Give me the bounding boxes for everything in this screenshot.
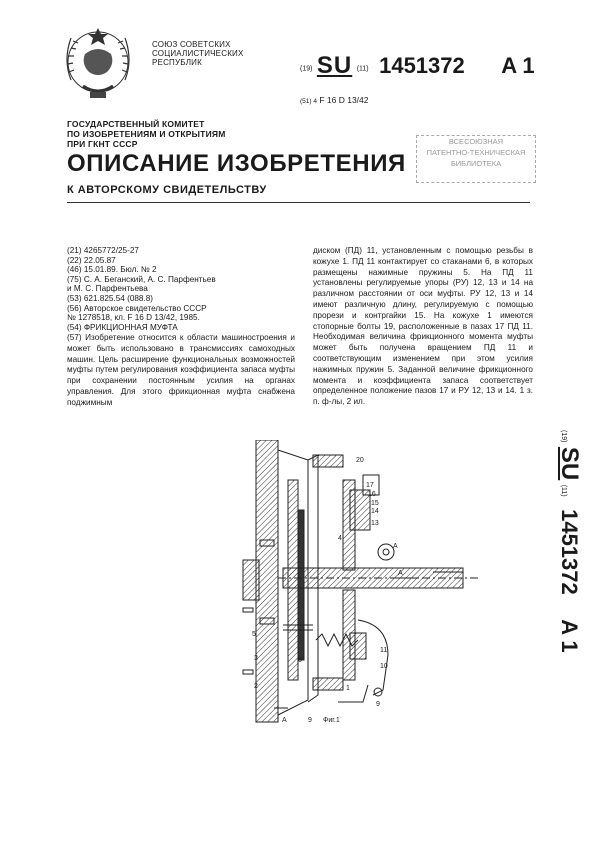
- figure-label: 20: [356, 457, 364, 464]
- inid-code-19: (19): [300, 65, 313, 73]
- figure-label: A: [398, 570, 403, 577]
- biblio-line: (56) Авторское свидетельство СССР: [67, 303, 207, 313]
- union-line: РЕСПУБЛИК: [152, 58, 202, 67]
- document-number: [300, 52, 535, 80]
- biblio-line: и М. С. Парфентьева: [67, 284, 148, 294]
- ussr-coat-of-arms-emblem: [57, 20, 139, 106]
- union-line: СОЦИАЛИСТИЧЕСКИХ: [152, 49, 244, 58]
- biblio-line: № 1278518, кл. F 16 D 13/42, 1985.: [67, 313, 200, 323]
- union-name: [152, 40, 244, 67]
- figure-label: A: [282, 717, 287, 724]
- bibliographic-data: [67, 246, 295, 332]
- clutch-technical-drawing: [238, 440, 538, 730]
- committee-line: ПО ИЗОБРЕТЕНИЯМ И ОТКРЫТИЯМ: [67, 129, 226, 139]
- figure-label: A: [393, 543, 398, 550]
- divider: [67, 202, 530, 203]
- side-kind-code: A 1: [557, 619, 582, 653]
- library-stamp: [416, 135, 536, 183]
- committee-name: [67, 119, 225, 149]
- figure-caption: Фиг.1: [323, 717, 340, 724]
- figure-label: 3: [254, 655, 258, 662]
- side-document-number: [543, 430, 583, 690]
- figure-label: 9: [376, 701, 380, 708]
- figure-label: 2: [254, 683, 258, 690]
- inid-code-11: (11): [356, 65, 369, 73]
- kind-code: A 1: [501, 53, 535, 78]
- patent-number: 1451372: [379, 53, 465, 78]
- figure-label: 13: [371, 520, 379, 527]
- biblio-line: (21) 4265772/25-27: [67, 246, 139, 255]
- figure-label: 16: [368, 491, 376, 498]
- side-inid-code-19: (19): [560, 430, 567, 443]
- figure-label: 11: [380, 647, 388, 654]
- union-line: СОЮЗ СОВЕТСКИХ: [152, 40, 231, 49]
- document-subtitle: К АВТОРСКОМУ СВИДЕТЕЛЬСТВУ: [67, 184, 267, 196]
- committee-line: ПРИ ГКНТ СССР: [67, 139, 138, 149]
- biblio-line: (54) ФРИКЦИОННАЯ МУФТА: [67, 322, 178, 332]
- side-patent-number: 1451372: [557, 509, 582, 595]
- biblio-line: (75) С. А. Беганский, А. С. Парфентьев: [67, 274, 216, 284]
- biblio-line: (53) 621.825.54 (088.8): [67, 293, 154, 303]
- abstract-text: (57) Изобретение относится к области машиностроения и может быть использовано в трансмиссиях самоходных машин. Цель расширение функциональных возможностей муфты путем регулирования коэффициента запаса муфты при сохранении постоянным усилия на органах управления. Для этого фрикционная муфта снабжена поджимным: [67, 333, 295, 407]
- biblio-line: (46) 15.01.89. Бюл. № 2: [67, 265, 157, 275]
- side-country-code: SU: [556, 446, 583, 481]
- inid-code-51: (51) 4: [300, 98, 317, 105]
- figure-label: 1: [346, 685, 350, 692]
- stamp-line: ПАТЕНТНО-ТЕХНИЧЕСКАЯ: [426, 148, 526, 157]
- figure-label: 10: [380, 663, 388, 670]
- stamp-line: ВСЕСОЮЗНАЯ: [448, 137, 504, 146]
- country-code: SU: [316, 52, 353, 79]
- stamp-line: БИБЛИОТЕКА: [450, 159, 502, 168]
- ipc-value: F 16 D 13/42: [319, 95, 369, 105]
- committee-line: ГОСУДАРСТВЕННЫЙ КОМИТЕТ: [67, 119, 205, 129]
- figure-label: 6: [298, 657, 302, 664]
- ipc-classification: [300, 95, 369, 105]
- figure-label: 17: [366, 482, 374, 489]
- figure-label: 5: [252, 631, 256, 638]
- biblio-line: (22) 22.05.87: [67, 255, 116, 265]
- document-title: ОПИСАНИЕ ИЗОБРЕТЕНИЯ: [67, 150, 406, 177]
- side-inid-code-11: (11): [560, 484, 567, 497]
- figure-label: 9: [308, 717, 312, 724]
- figure-label: 4: [338, 535, 342, 542]
- figure-label: 15: [371, 500, 379, 507]
- figure-label: 14: [371, 508, 379, 515]
- abstract-continuation: диском (ПД) 11, установленным с помощью резьбы в кожухе 1. ПД 11 контактирует со стаканами 6, в которых размещены нажимные пружины 5. На ПД 11 установлены регулируемые упоры (РУ) 12, 13 и 14 на различном расстоянии от оси муфты. РУ 12, 13 и 14 имеют различную длину, регулируемую с помощью прорези и контргайки 15. На кожухе 1 имеются стопорные болты 19, расположенные в пазах 17 ПД 11. Необходимая величина фрикционного момента муфты может быть получена вращением ПД 11 и соответствующим изменением при этом усилия нажимных пружин 5. Заданной величине фрикционного момента и коэффициента запаса соответствует определенное положение пазов 17 и РУ 12, 13 и 14. 1 з. п. ф-лы, 2 ил.: [313, 246, 533, 407]
